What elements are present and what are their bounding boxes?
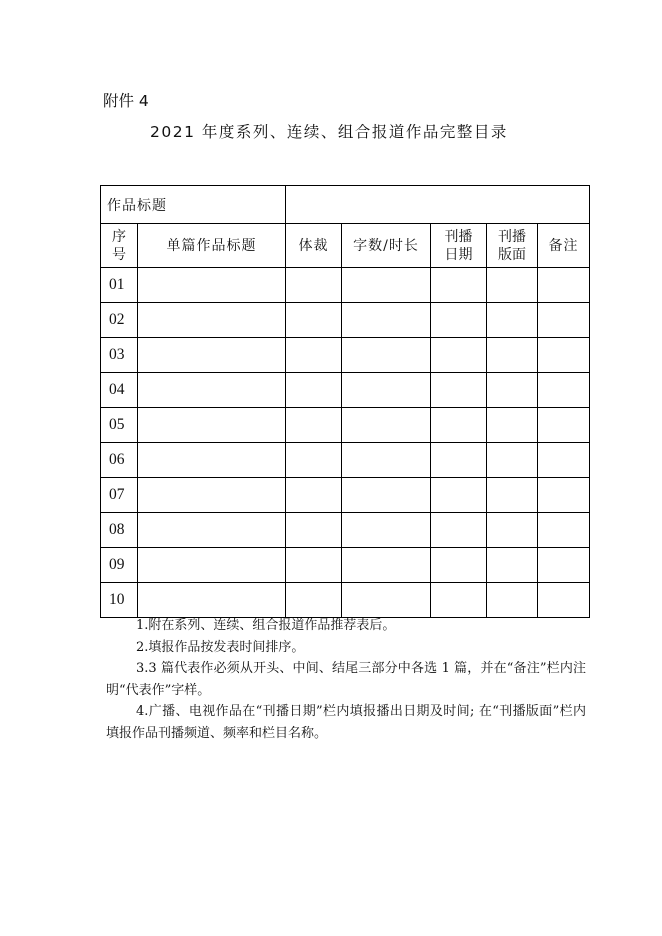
date-cell[interactable] <box>431 443 487 478</box>
length-cell[interactable] <box>342 513 431 548</box>
notes-section <box>106 615 586 744</box>
length-cell[interactable] <box>342 443 431 478</box>
page-cell[interactable] <box>487 303 538 338</box>
header-page-line-1: 刊播 <box>498 228 526 245</box>
table-row <box>101 338 590 373</box>
date-cell[interactable] <box>431 303 487 338</box>
genre-cell[interactable] <box>286 268 342 303</box>
remarks-cell[interactable] <box>538 268 590 303</box>
page-cell[interactable] <box>487 478 538 513</box>
length-cell[interactable] <box>342 303 431 338</box>
date-cell[interactable] <box>431 338 487 373</box>
date-cell[interactable] <box>431 548 487 583</box>
length-cell[interactable] <box>342 408 431 443</box>
table-row <box>101 478 590 513</box>
header-page <box>487 224 538 268</box>
genre-cell[interactable] <box>286 373 342 408</box>
table-row <box>101 373 590 408</box>
length-cell[interactable] <box>342 478 431 513</box>
table-row <box>101 583 590 618</box>
table-row <box>101 303 590 338</box>
remarks-cell[interactable] <box>538 408 590 443</box>
header-seq <box>101 224 138 268</box>
length-cell[interactable] <box>342 583 431 618</box>
remarks-cell[interactable] <box>538 373 590 408</box>
piece-title-cell[interactable] <box>138 583 286 618</box>
date-cell[interactable] <box>431 408 487 443</box>
date-cell[interactable] <box>431 478 487 513</box>
header-piece-title: 单篇作品标题 <box>138 224 286 268</box>
date-cell[interactable] <box>431 513 487 548</box>
header-row <box>101 224 590 268</box>
row-seq-number: 05 <box>101 408 138 443</box>
genre-cell[interactable] <box>286 338 342 373</box>
remarks-cell[interactable] <box>538 303 590 338</box>
header-length: 字数/时长 <box>342 224 431 268</box>
piece-title-cell[interactable] <box>138 408 286 443</box>
note-1: 1.附在系列、连续、组合报道作品推荐表后。 <box>136 618 396 633</box>
row-seq-number: 10 <box>101 583 138 618</box>
note-3: 3.3 篇代表作必须从开头、中间、结尾三部分中各选 1 篇，并在“备注”栏内注明“代表作”字样。 <box>106 661 586 698</box>
header-date <box>431 224 487 268</box>
page-cell[interactable] <box>487 513 538 548</box>
remarks-cell[interactable] <box>538 338 590 373</box>
row-seq-number: 04 <box>101 373 138 408</box>
page-cell[interactable] <box>487 338 538 373</box>
title-row <box>101 186 590 224</box>
row-seq-number: 03 <box>101 338 138 373</box>
header-page-line-2: 版面 <box>498 246 526 263</box>
length-cell[interactable] <box>342 548 431 583</box>
genre-cell[interactable] <box>286 548 342 583</box>
row-seq-number: 07 <box>101 478 138 513</box>
table-row <box>101 408 590 443</box>
remarks-cell[interactable] <box>538 513 590 548</box>
note-4: 4.广播、电视作品在“刊播日期”栏内填报播出日期及时间; 在“刊播版面”栏内填报作品刊播频道、频率和栏目名称。 <box>106 704 586 741</box>
page-cell[interactable] <box>487 583 538 618</box>
page-cell[interactable] <box>487 408 538 443</box>
piece-title-cell[interactable] <box>138 338 286 373</box>
table-row <box>101 548 590 583</box>
remarks-cell[interactable] <box>538 548 590 583</box>
title-row-value[interactable] <box>286 186 590 224</box>
row-seq-number: 08 <box>101 513 138 548</box>
header-date-line-2: 日期 <box>444 246 473 263</box>
piece-title-cell[interactable] <box>138 443 286 478</box>
catalog-table <box>100 185 590 618</box>
length-cell[interactable] <box>342 373 431 408</box>
note-2: 2.填报作品按发表时间排序。 <box>136 639 305 655</box>
table-row <box>101 513 590 548</box>
header-seq-line-2: 号 <box>112 246 126 263</box>
genre-cell[interactable] <box>286 303 342 338</box>
genre-cell[interactable] <box>286 408 342 443</box>
table-row <box>101 443 590 478</box>
genre-cell[interactable] <box>286 478 342 513</box>
remarks-cell[interactable] <box>538 478 590 513</box>
table-row <box>101 268 590 303</box>
row-seq-number: 06 <box>101 443 138 478</box>
attachment-label: 附件 4 <box>103 92 149 110</box>
header-genre: 体裁 <box>286 224 342 268</box>
header-remarks: 备注 <box>538 224 590 268</box>
piece-title-cell[interactable] <box>138 478 286 513</box>
row-seq-number: 09 <box>101 548 138 583</box>
remarks-cell[interactable] <box>538 583 590 618</box>
header-date-line-1: 刊播 <box>444 228 473 245</box>
remarks-cell[interactable] <box>538 443 590 478</box>
genre-cell[interactable] <box>286 513 342 548</box>
piece-title-cell[interactable] <box>138 548 286 583</box>
row-seq-number: 01 <box>101 268 138 303</box>
piece-title-cell[interactable] <box>138 513 286 548</box>
document-title: 2021 年度系列、连续、组合报道作品完整目录 <box>150 123 508 141</box>
title-row-label: 作品标题 <box>101 186 286 224</box>
date-cell[interactable] <box>431 373 487 408</box>
page-cell[interactable] <box>487 443 538 478</box>
piece-title-cell[interactable] <box>138 303 286 338</box>
piece-title-cell[interactable] <box>138 268 286 303</box>
page-cell[interactable] <box>487 548 538 583</box>
date-cell[interactable] <box>431 583 487 618</box>
page-cell[interactable] <box>487 268 538 303</box>
length-cell[interactable] <box>342 268 431 303</box>
date-cell[interactable] <box>431 268 487 303</box>
row-seq-number: 02 <box>101 303 138 338</box>
page-cell[interactable] <box>487 373 538 408</box>
piece-title-cell[interactable] <box>138 373 286 408</box>
genre-cell[interactable] <box>286 583 342 618</box>
header-seq-line-1: 序 <box>112 228 126 245</box>
genre-cell[interactable] <box>286 443 342 478</box>
length-cell[interactable] <box>342 338 431 373</box>
